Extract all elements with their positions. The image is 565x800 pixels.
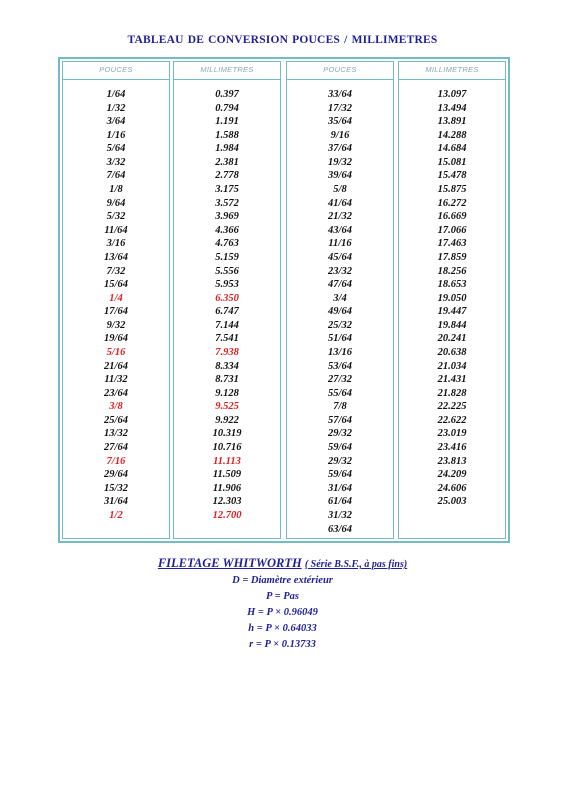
- table-cell: 9/16: [330, 129, 350, 141]
- table-cell: 17.463: [437, 238, 467, 250]
- column-header: MILLIMETRES: [399, 62, 505, 80]
- table-cell: 11.906: [212, 482, 242, 494]
- table-cell: 43/64: [328, 224, 352, 236]
- table-cell: 21.034: [437, 360, 467, 372]
- table-cell: 6.747: [215, 306, 239, 318]
- table-cell: 19/32: [328, 156, 352, 168]
- table-cell: 15.478: [437, 170, 467, 182]
- table-cell: 21.431: [437, 374, 467, 386]
- table-cell: 11/16: [328, 238, 352, 250]
- table-cell: 31/64: [328, 482, 352, 494]
- table-cell: 6.350: [215, 292, 239, 304]
- table-cell: 7/64: [106, 170, 126, 182]
- table-cell: 5.159: [215, 251, 239, 263]
- table-cell: 25/32: [328, 319, 352, 331]
- table-cell: 9.525: [215, 401, 239, 413]
- table-cell: 15.081: [437, 156, 467, 168]
- table-cell: 24.606: [437, 482, 467, 494]
- table-cell: 14.288: [437, 129, 467, 141]
- table-cell: 23.019: [437, 428, 467, 440]
- table-cell: 3.572: [215, 197, 239, 209]
- table-cell: 8.334: [215, 360, 239, 372]
- table-cell: 7.541: [215, 333, 239, 345]
- table-cell: 10.319: [212, 428, 242, 440]
- table-cell: 29/32: [328, 428, 352, 440]
- table-cell: 10.716: [212, 442, 242, 454]
- column-header: POUCES: [63, 62, 169, 80]
- table-cell: 5/8: [333, 184, 347, 196]
- page-title: TABLEAU DE CONVERSION POUCES / MILLIMETRES: [127, 34, 438, 46]
- table-cell: 4.366: [215, 224, 239, 236]
- table-cell: 21.828: [437, 387, 467, 399]
- table-cell: 2.778: [215, 170, 239, 182]
- table-cell: 37/64: [328, 143, 352, 155]
- table-cell: 1.191: [215, 116, 239, 128]
- table-cell: 35/64: [328, 116, 352, 128]
- table-cell: 63/64: [328, 523, 352, 535]
- table-cell: 7/16: [106, 455, 126, 467]
- table-cell: 20.241: [437, 333, 467, 345]
- column-mm-left: [173, 61, 281, 539]
- table-cell: 11/32: [104, 374, 128, 386]
- table-cell: 17/64: [104, 306, 128, 318]
- table-cell: 17/32: [328, 102, 352, 114]
- formula-line: H = P × 0.96049: [247, 607, 318, 618]
- table-cell: 9/64: [106, 197, 126, 209]
- column-inches-right: [286, 61, 394, 539]
- table-cell: 5/32: [106, 211, 126, 223]
- table-cell: 7/32: [106, 265, 126, 277]
- table-cell: 4.763: [215, 238, 239, 250]
- table-cell: 1/32: [106, 102, 126, 114]
- table-cell: 23/32: [328, 265, 352, 277]
- table-cell: 7.144: [215, 319, 239, 331]
- table-cell: 29/64: [104, 469, 128, 481]
- table-cell: 31/64: [104, 496, 128, 508]
- table-cell: 0.397: [215, 89, 239, 100]
- table-cell: 13.891: [437, 116, 467, 128]
- table-cell: 1/4: [109, 292, 123, 304]
- table-cell: 2.381: [215, 156, 239, 168]
- table-cell: 3.175: [215, 184, 239, 196]
- table-cell: 13/16: [328, 346, 352, 358]
- table-cell: 13/64: [104, 251, 128, 263]
- table-cell: 20.638: [437, 346, 467, 358]
- conversion-table: [58, 57, 510, 543]
- table-cell: 51/64: [328, 333, 352, 345]
- table-cell: 41/64: [328, 197, 352, 209]
- section-subtitle: ( Série B.S.F., à pas fins): [304, 559, 408, 570]
- table-cell: 15/32: [104, 482, 128, 494]
- table-cell: 19.447: [437, 306, 467, 318]
- table-cell: 29/32: [328, 455, 352, 467]
- table-cell: 1/2: [109, 509, 123, 521]
- table-cell: 53/64: [328, 360, 352, 372]
- formula-line: D = Diamètre extérieur: [232, 575, 333, 586]
- table-cell: 3/32: [106, 156, 126, 168]
- table-cell: 7.938: [215, 346, 239, 358]
- table-cell: 5/64: [106, 143, 126, 155]
- table-cell: 3/8: [109, 401, 123, 413]
- table-cell: 47/64: [328, 279, 352, 291]
- table-cell: 59/64: [328, 442, 352, 454]
- table-cell: 15/64: [104, 279, 128, 291]
- table-cell: 19.844: [437, 319, 467, 331]
- table-cell: 0.794: [215, 102, 239, 114]
- table-cell: 23.416: [437, 442, 467, 454]
- table-cell: 55/64: [328, 387, 352, 399]
- column-mm-right: [398, 61, 506, 539]
- table-cell: 16.669: [437, 211, 467, 223]
- table-cell: 23/64: [104, 387, 128, 399]
- table-cell: 13.097: [437, 89, 467, 100]
- table-cell: 9.922: [215, 414, 239, 426]
- column-header: POUCES: [287, 62, 393, 80]
- table-cell: 1/64: [106, 89, 126, 100]
- column-values: [63, 88, 169, 523]
- table-cell: 27/64: [104, 442, 128, 454]
- table-cell: 45/64: [328, 251, 352, 263]
- table-cell: 9/32: [106, 319, 126, 331]
- table-cell: 11.113: [213, 455, 241, 467]
- table-cell: 19.050: [437, 292, 467, 304]
- column-values: [174, 88, 280, 523]
- table-cell: 17.859: [437, 251, 467, 263]
- table-cell: 49/64: [328, 306, 352, 318]
- table-cell: 59/64: [328, 469, 352, 481]
- table-cell: 8.731: [215, 374, 239, 386]
- table-cell: 33/64: [328, 89, 352, 100]
- table-cell: 25/64: [104, 414, 128, 426]
- table-cell: 12.303: [212, 496, 242, 508]
- table-cell: 11/64: [104, 224, 128, 236]
- table-cell: 7/8: [333, 401, 347, 413]
- table-cell: 22.622: [437, 414, 467, 426]
- table-cell: 11.509: [212, 469, 242, 481]
- table-cell: 17.066: [437, 224, 467, 236]
- table-cell: 9.128: [215, 387, 239, 399]
- column-inches-left: [62, 61, 170, 539]
- table-cell: 23.813: [437, 455, 467, 467]
- table-cell: 57/64: [328, 414, 352, 426]
- column-values: [399, 88, 505, 509]
- table-cell: 1/8: [109, 184, 123, 196]
- table-cell: 27/32: [328, 374, 352, 386]
- column-header: MILLIMETRES: [174, 62, 280, 80]
- table-cell: 13/32: [104, 428, 128, 440]
- table-cell: 5.953: [215, 279, 239, 291]
- table-cell: 31/32: [328, 509, 352, 521]
- table-cell: 3/16: [106, 238, 126, 250]
- section-title: [0, 556, 565, 571]
- table-cell: 1.984: [215, 143, 239, 155]
- table-cell: 21/64: [104, 360, 128, 372]
- table-cell: 5.556: [215, 265, 239, 277]
- formula-line: P = Pas: [265, 591, 299, 602]
- column-values: [287, 88, 393, 536]
- table-cell: 3.969: [215, 211, 239, 223]
- table-cell: 18.256: [437, 265, 467, 277]
- table-cell: 24.209: [437, 469, 467, 481]
- table-cell: 3/64: [106, 116, 126, 128]
- table-cell: 18.653: [437, 279, 467, 291]
- table-cell: 21/32: [328, 211, 352, 223]
- formula-line: h = P × 0.64033: [248, 623, 317, 634]
- table-cell: 13.494: [437, 102, 467, 114]
- table-cell: 1/16: [106, 129, 126, 141]
- table-cell: 61/64: [328, 496, 352, 508]
- table-cell: 5/16: [106, 346, 126, 358]
- table-cell: 19/64: [104, 333, 128, 345]
- formula-line: r = P × 0.13733: [249, 639, 316, 650]
- table-cell: 15.875: [437, 184, 467, 196]
- table-cell: 1.588: [215, 129, 239, 141]
- table-cell: 3/4: [333, 292, 347, 304]
- table-cell: 16.272: [437, 197, 467, 209]
- table-cell: 25.003: [437, 496, 467, 508]
- section-title-text: FILETAGE WHITWORTH: [157, 556, 302, 570]
- table-cell: 12.700: [212, 509, 242, 521]
- table-cell: 22.225: [437, 401, 467, 413]
- table-cell: 39/64: [328, 170, 352, 182]
- table-cell: 14.684: [437, 143, 467, 155]
